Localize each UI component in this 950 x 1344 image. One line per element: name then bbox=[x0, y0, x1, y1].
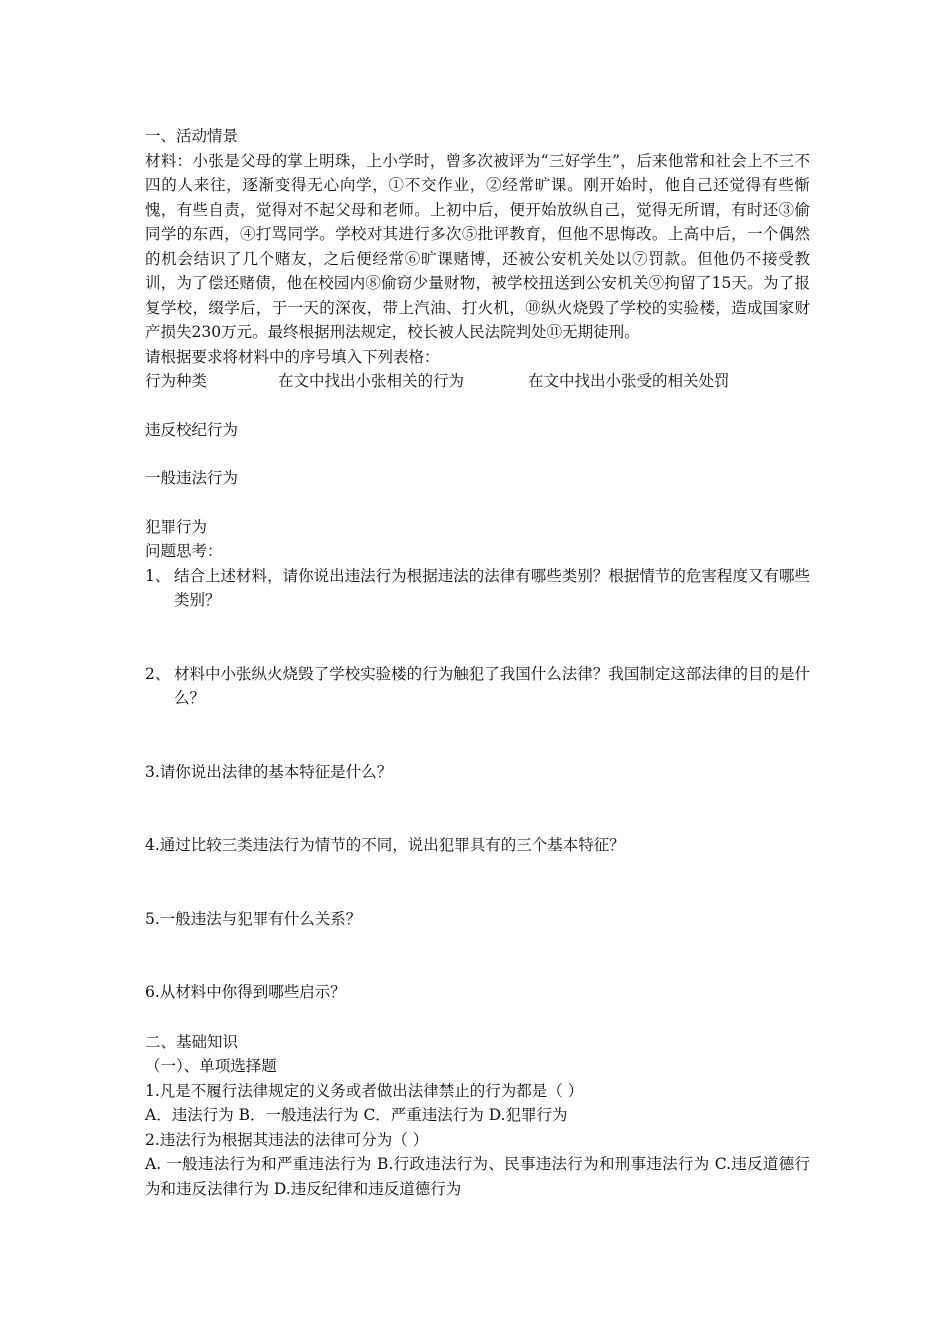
section2-subheading: （一）、单项选择题 bbox=[145, 1057, 277, 1075]
question-item: 3.请你说出法律的基本特征是什么？ bbox=[145, 762, 393, 781]
document-content bbox=[145, 124, 810, 1201]
table-instruction: 请根据要求将材料中的序号填入下列表格： bbox=[145, 347, 440, 366]
question-number: 1、 bbox=[145, 566, 171, 585]
choice-options: A. 一般违法行为和严重违法行为 B.行政违法行为、民事违法行为和刑事违法行为 C.违反道德行为和违反法律行为 D.违反纪律和违反道德行为 bbox=[145, 1155, 810, 1198]
table-header-behavior: 在文中找出小张相关的行为 bbox=[278, 372, 465, 390]
choice-options: A．违法行为 B．一般违法行为 C．严重违法行为 D.犯罪行为 bbox=[145, 1106, 568, 1124]
choice-question: 1.凡是不履行法律规定的义务或者做出法律禁止的行为都是（ ） bbox=[145, 1081, 584, 1100]
thinking-heading: 问题思考： bbox=[145, 542, 223, 560]
question-item: 4.通过比较三类违法行为情节的不同，说出犯罪具有的三个基本特征？ bbox=[145, 836, 625, 854]
choice-question: 2.违法行为根据其违法的法律可分为（ ） bbox=[145, 1130, 429, 1149]
material-paragraph: 材料：小张是父母的掌上明珠，上小学时，曾多次被评为“三好学生”，后来他常和社会上不三不四的人来往，逐渐变得无心向学，①不交作业，②经常旷课。刚开始时，他自己还觉得有些惭愧，有些自责，觉得对不起父母和老师。上初中后，便开始放纵自己，觉得无所谓，有时还③偷同学的东西，④打骂同学。学校对其进行多次⑤批评教育，但他不思悔改。上高中后，一个偶然的机会结识了几个赌友，之后便经常⑥旷课赌博，还被公安机关处以⑦罚款。但他仍不接受教训，为了偿还赌债，他在校园内⑧偷窃少量财物，被学校扭送到公安机关⑨拘留了15天。为了报复学校，缀学后，于一天的深夜，带上汽油、打火机，⑩纵火烧毁了学校的实验楼，造成国家财产损失230万元。最终根据刑法规定，校长被人民法院判处⑪无期徒刑。 bbox=[145, 151, 810, 341]
question-number: 2、 bbox=[145, 664, 171, 683]
question-item bbox=[145, 662, 810, 711]
section2-heading: 二、基础知识 bbox=[145, 1032, 239, 1051]
table-header-penalty: 在文中找出小张受的相关处罚 bbox=[528, 372, 730, 390]
table-header-row bbox=[145, 369, 810, 394]
question-item: 5.一般违法与犯罪有什么关系？ bbox=[145, 909, 362, 928]
table-row-label: 犯罪行为 bbox=[145, 517, 208, 536]
table-row-label: 违反校纪行为 bbox=[145, 420, 239, 439]
question-item: 6.从材料中你得到哪些启示？ bbox=[145, 983, 346, 1001]
question-text: 材料中小张纵火烧毁了学校实验楼的行为触犯了我国什么法律？我国制定这部法律的目的是什么？ bbox=[174, 664, 810, 707]
section1-heading: 一、活动情景 bbox=[145, 127, 239, 145]
table-header-type: 行为种类 bbox=[145, 372, 208, 390]
question-text: 结合上述材料，请你说出违法行为根据违法的法律有哪些类别？根据情节的危害程度又有哪些类别？ bbox=[174, 566, 810, 609]
question-item bbox=[145, 564, 810, 613]
table-row-label: 一般违法行为 bbox=[145, 469, 239, 487]
